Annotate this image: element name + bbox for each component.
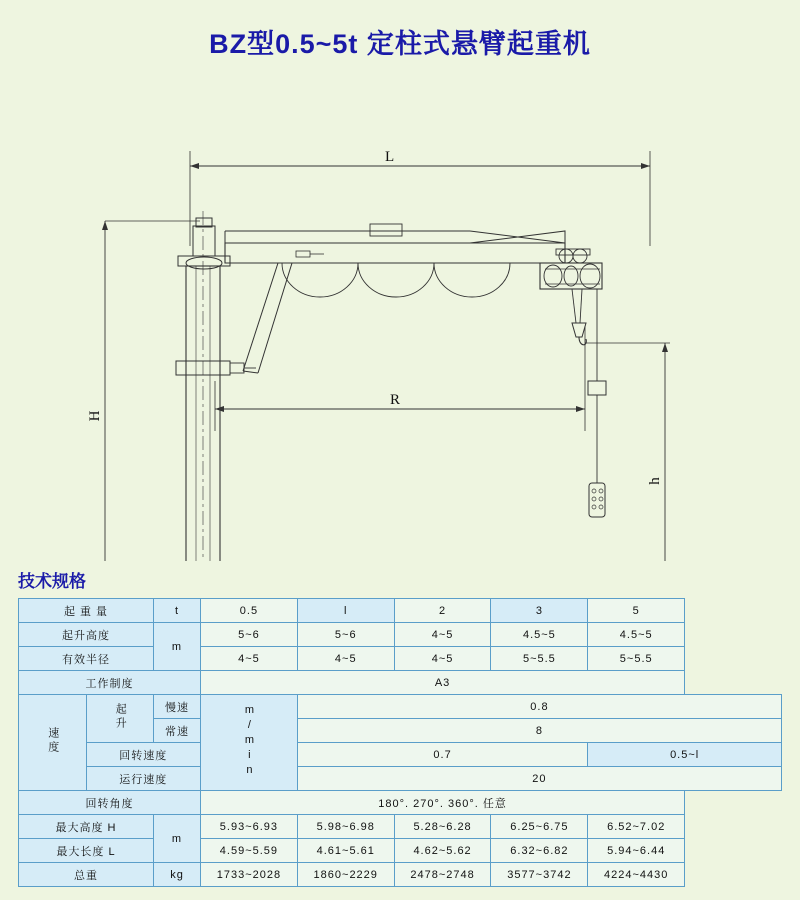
- row-label-slow-speed: 慢速: [154, 695, 201, 719]
- cell-radius-3: 4~5: [394, 647, 491, 671]
- cell-total-weight-3: 2478~2748: [394, 863, 491, 887]
- cell-max-length-2: 4.61~5.61: [297, 839, 394, 863]
- dim-label-H: H: [87, 410, 103, 422]
- row-label-capacity: 起 重 量: [19, 599, 154, 623]
- row-label-lift-height: 起升高度: [19, 623, 154, 647]
- table-row: [19, 839, 782, 863]
- row-label-normal-speed: 常速: [154, 719, 201, 743]
- dim-label-h: h: [647, 477, 663, 485]
- row-unit-meters: m: [154, 623, 201, 671]
- table-row: [19, 647, 782, 671]
- cell-capacity-3: 2: [394, 599, 491, 623]
- page-title: BZ型0.5~5t 定柱式悬臂起重机: [209, 29, 591, 59]
- cell-radius-1: 4~5: [201, 647, 298, 671]
- spec-section-heading: 技术规格: [18, 572, 86, 591]
- table-row: [19, 623, 782, 647]
- dim-label-L: L: [385, 149, 395, 165]
- cell-travel-speed-value: 20: [297, 767, 781, 791]
- dim-label-R: R: [390, 392, 401, 408]
- table-row: [19, 671, 782, 695]
- table-row: [19, 863, 782, 887]
- row-label-max-height: 最大高度 H: [19, 815, 154, 839]
- cell-max-height-2: 5.98~6.98: [297, 815, 394, 839]
- cell-max-length-3: 4.62~5.62: [394, 839, 491, 863]
- cell-duty-value: A3: [201, 671, 685, 695]
- cell-max-height-4: 6.25~6.75: [491, 815, 588, 839]
- row-label-slew-speed: 回转速度: [86, 743, 201, 767]
- cell-total-weight-1: 1733~2028: [201, 863, 298, 887]
- cell-slew-speed-2: 0.5~l: [588, 743, 782, 767]
- cell-radius-4: 5~5.5: [491, 647, 588, 671]
- group-label-speed: 速度: [19, 695, 87, 791]
- table-row: [19, 815, 782, 839]
- cell-slew-speed-1: 0.7: [297, 743, 587, 767]
- row-label-duty: 工作制度: [19, 671, 201, 695]
- row-label-slew-angle: 回转角度: [19, 791, 201, 815]
- cell-max-height-5: 6.52~7.02: [588, 815, 685, 839]
- cell-lift-height-5: 4.5~5: [588, 623, 685, 647]
- cell-radius-5: 5~5.5: [588, 647, 685, 671]
- specifications-table: [18, 598, 782, 887]
- row-unit-kg: kg: [154, 863, 201, 887]
- cell-lift-height-2: 5~6: [297, 623, 394, 647]
- table-row: [19, 695, 782, 719]
- cell-lift-height-4: 4.5~5: [491, 623, 588, 647]
- cell-max-height-1: 5.93~6.93: [201, 815, 298, 839]
- cell-normal-speed-value: 8: [297, 719, 781, 743]
- cell-radius-2: 4~5: [297, 647, 394, 671]
- table-row: [19, 599, 782, 623]
- row-unit-speed: m/min: [201, 695, 298, 791]
- crane-drawing-svg: [0, 71, 800, 561]
- table-row: [19, 791, 782, 815]
- cell-total-weight-4: 3577~3742: [491, 863, 588, 887]
- cell-capacity-5: 5: [588, 599, 685, 623]
- row-unit-meters-2: m: [154, 815, 201, 863]
- cell-slow-speed-value: 0.8: [297, 695, 781, 719]
- cell-slew-angle-value: 180°. 270°. 360°. 任意: [201, 791, 685, 815]
- row-unit-capacity: t: [154, 599, 201, 623]
- row-label-travel-speed: 运行速度: [86, 767, 201, 791]
- cell-capacity-4: 3: [491, 599, 588, 623]
- cell-capacity-1: 0.5: [201, 599, 298, 623]
- cell-max-length-5: 5.94~6.44: [588, 839, 685, 863]
- cell-max-length-4: 6.32~6.82: [491, 839, 588, 863]
- cell-lift-height-3: 4~5: [394, 623, 491, 647]
- row-label-max-length: 最大长度 L: [19, 839, 154, 863]
- cell-lift-height-1: 5~6: [201, 623, 298, 647]
- cell-capacity-2: l: [297, 599, 394, 623]
- cell-max-height-3: 5.28~6.28: [394, 815, 491, 839]
- cell-total-weight-2: 1860~2229: [297, 863, 394, 887]
- cell-total-weight-5: 4224~4430: [588, 863, 685, 887]
- row-label-radius: 有效半径: [19, 647, 154, 671]
- group-label-lift: 起升: [86, 695, 154, 743]
- table-row: [19, 743, 782, 767]
- cell-max-length-1: 4.59~5.59: [201, 839, 298, 863]
- crane-diagram: [0, 71, 800, 561]
- table-row: [19, 767, 782, 791]
- row-label-total-weight: 总重: [19, 863, 154, 887]
